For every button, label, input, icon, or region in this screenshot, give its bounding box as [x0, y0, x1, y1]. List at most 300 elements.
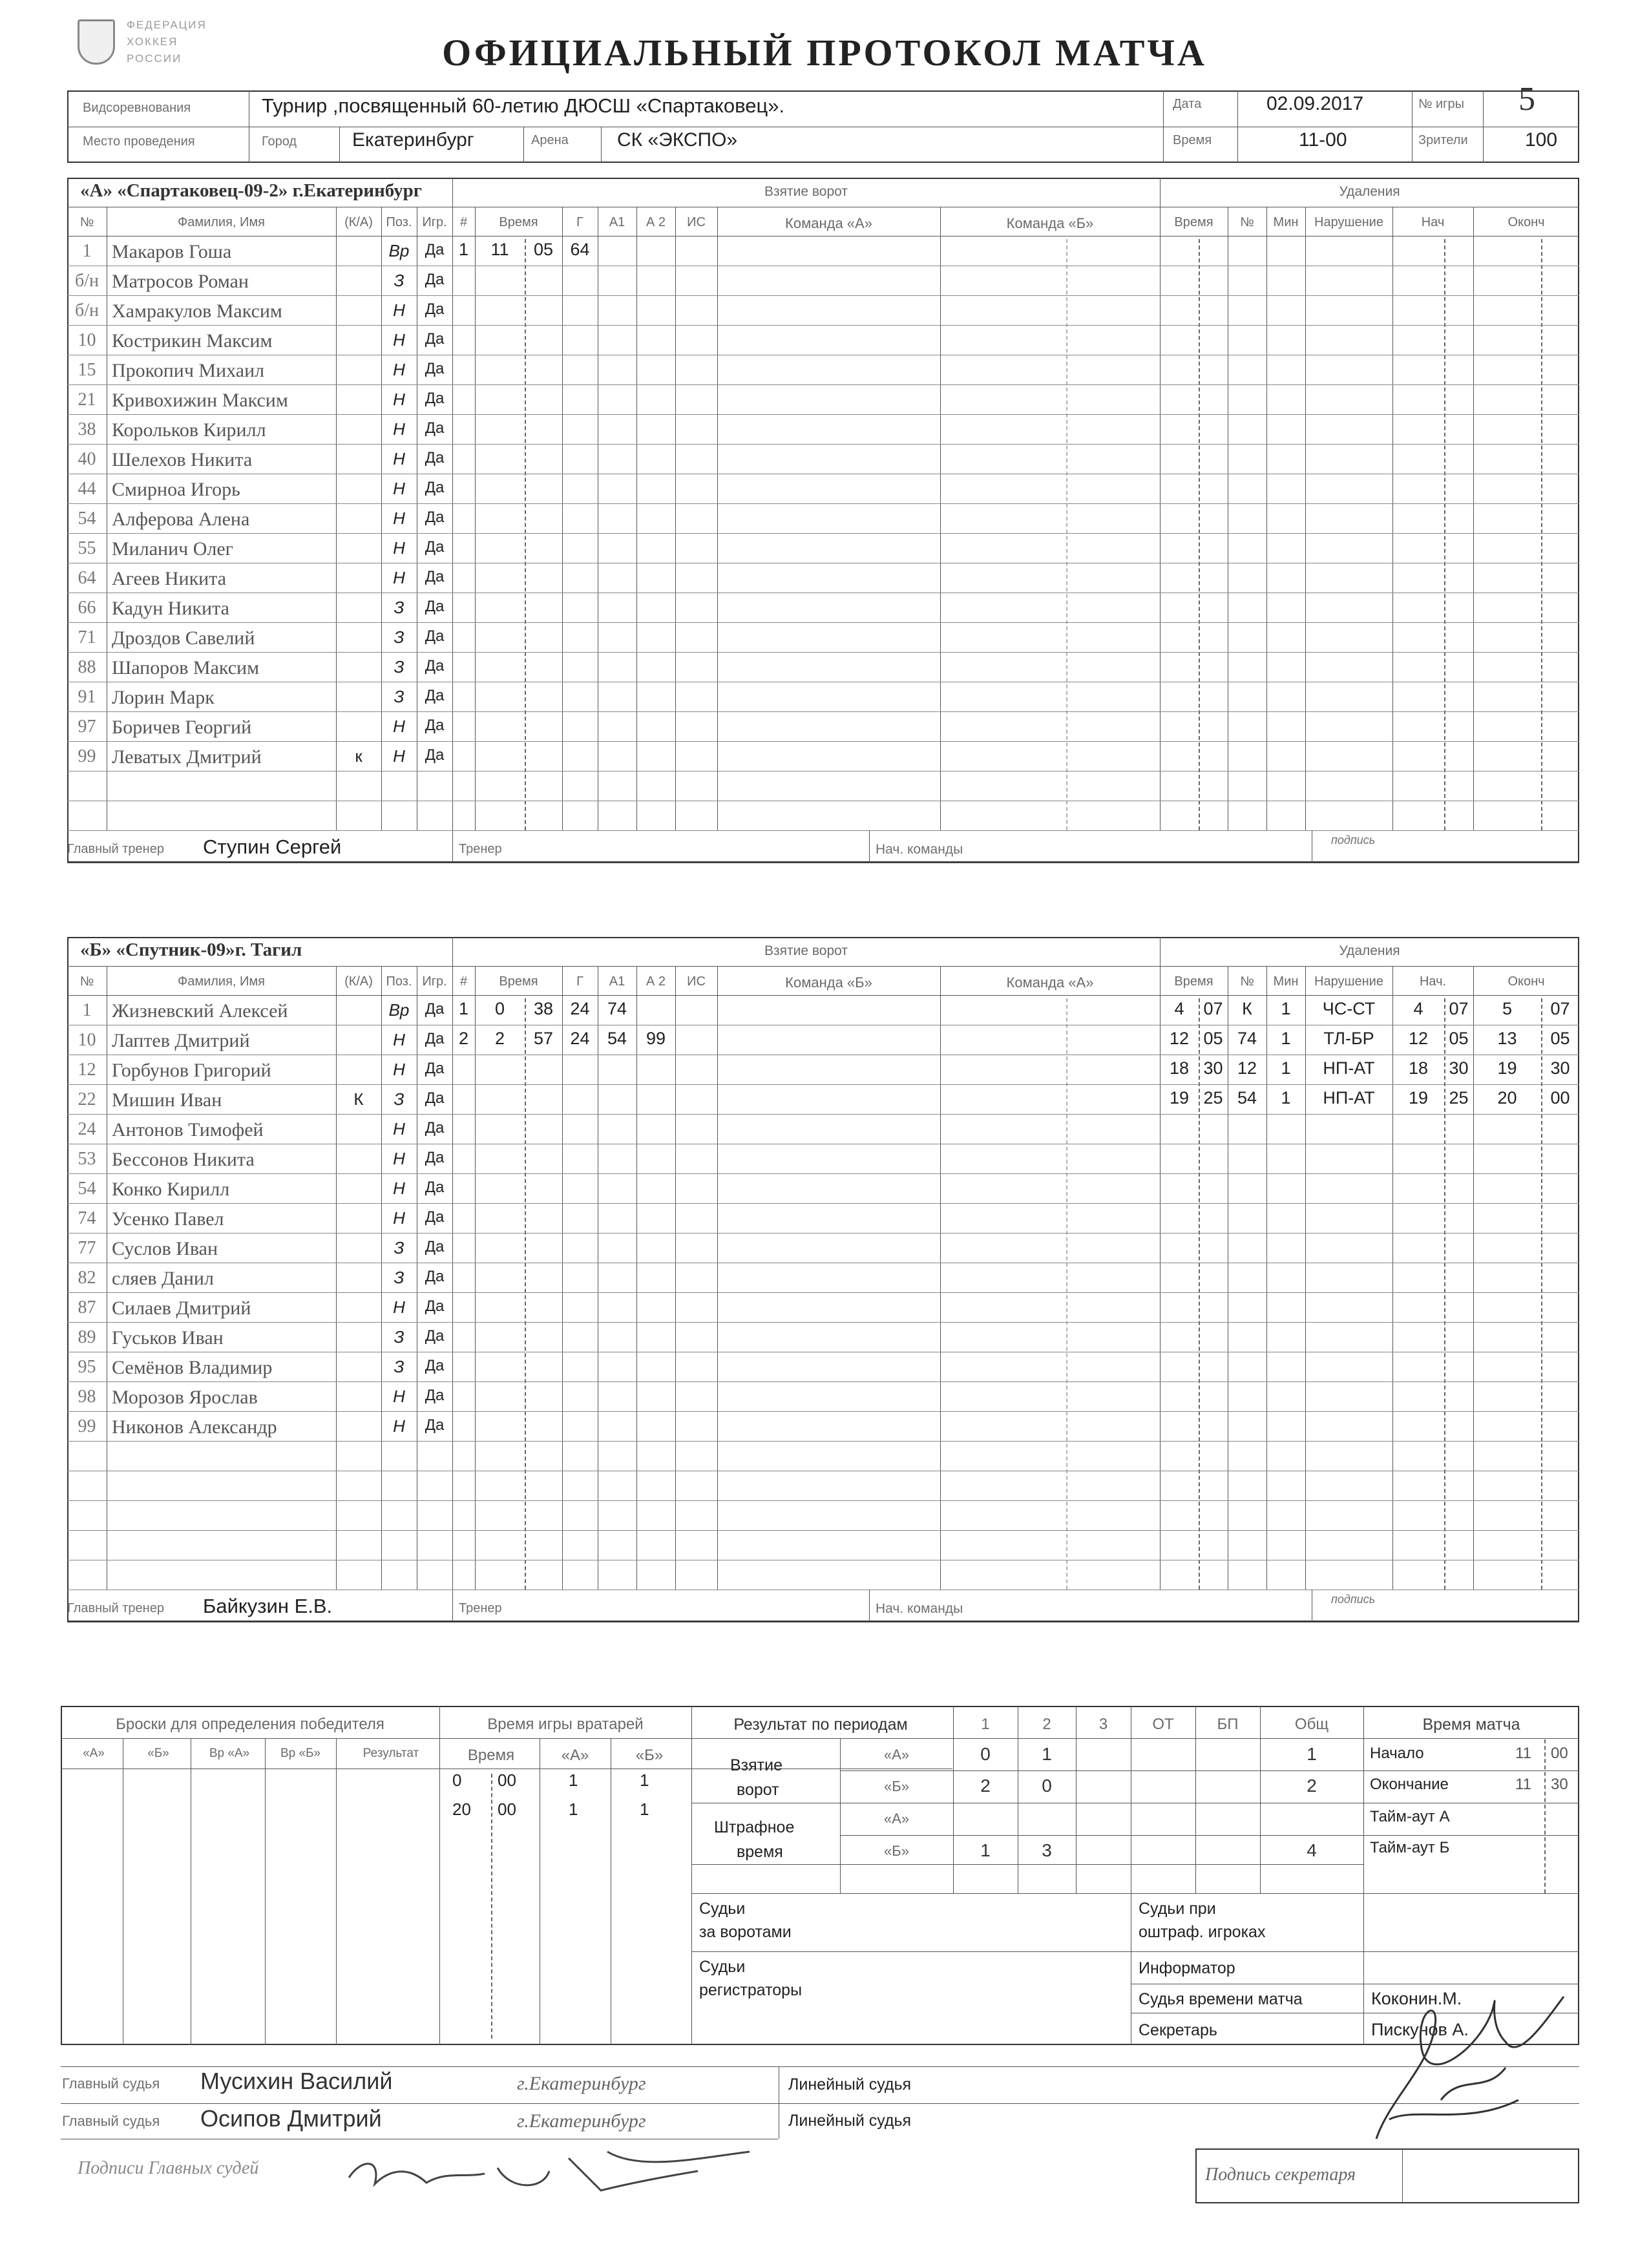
- teamB-col-header: Г: [576, 974, 583, 989]
- goal-judges-label-2: за воротами: [699, 1923, 792, 1941]
- period-value: 2: [980, 1776, 991, 1796]
- teamB-player-no: 54: [78, 1179, 96, 1199]
- teamB-player-play: Да: [425, 1000, 445, 1018]
- goal-judges-label-1: Судьи: [699, 1900, 746, 1918]
- teamA-player-name: Прокопич Михаил: [112, 360, 265, 381]
- teamB-coach-name: Байкузин Е.В.: [203, 1595, 333, 1617]
- teamB-penalty-cell: 12: [1169, 1029, 1190, 1048]
- teamA-goal-cell: 05: [533, 240, 554, 259]
- teamA-player-play: Да: [425, 687, 445, 704]
- match-time-title: Время матча: [1422, 1716, 1520, 1734]
- teamA-player-name: Дроздов Савелий: [112, 627, 255, 649]
- teamB-penalties-title: Удаления: [1339, 943, 1400, 958]
- teamA-player-name: Кадун Никита: [112, 598, 229, 619]
- teamA-player-name: Шелехов Никита: [112, 449, 253, 470]
- teamB-penalty-cell: ТЛ-БР: [1323, 1029, 1374, 1048]
- teamB-player-no: 87: [78, 1297, 96, 1318]
- teamA-col-header: Фамилия, Имя: [178, 215, 265, 229]
- teamB-col-header: Нарушение: [1314, 974, 1383, 989]
- teamA-player-pos: Н: [393, 746, 405, 766]
- teamA-coach-label: Главный тренер: [67, 842, 164, 856]
- teamA-player-play: Да: [425, 598, 445, 615]
- teamA-player-name: Шапоров Максим: [112, 657, 260, 678]
- penalty-team-b: «Б»: [884, 1843, 909, 1859]
- game-no-value: 5: [1518, 81, 1535, 118]
- teamB-col-header: Игр.: [422, 974, 447, 989]
- teamB-player-play: Да: [425, 1179, 445, 1196]
- teamA-player-name: Лорин Марк: [112, 687, 215, 708]
- teamA-player-name: Корольков Кирилл: [112, 419, 266, 441]
- teamB-player-pos: З: [394, 1268, 404, 1287]
- teamA-player-play: Да: [425, 746, 445, 764]
- teamB-player-no: 1: [82, 1000, 92, 1020]
- period-value: 1: [1042, 1744, 1052, 1764]
- teamA-player-name: Смирноа Игорь: [112, 479, 240, 500]
- teamB-player-name: Семёнов Владимир: [112, 1357, 273, 1378]
- gk-row1-b: 1: [640, 1770, 649, 1790]
- main-referee-label-1: Главный судья: [62, 2075, 160, 2092]
- gk-row2-sec: 00: [498, 1800, 516, 1819]
- teamA-player-play: Да: [425, 390, 445, 407]
- shots-col-result: Результат: [362, 1747, 419, 1760]
- teamB-player-name: Никонов Александр: [112, 1416, 277, 1438]
- teamA-player-no: б/н: [74, 300, 99, 320]
- teamB-player-name: Горбунов Григорий: [112, 1060, 271, 1081]
- teamA-goal-cell: 1: [458, 240, 469, 259]
- teamB-player-name: Гуськов Иван: [112, 1327, 224, 1349]
- timeout-a-label: Тайм-аут А: [1370, 1808, 1450, 1825]
- teamA-player-no: 88: [78, 657, 96, 677]
- teamA-goal-cell: 64: [570, 240, 590, 259]
- teamB-col-header: №: [1240, 974, 1254, 989]
- teamB-penalty-cell: 25: [1203, 1088, 1223, 1108]
- teamB-player-pos: Вр: [388, 1000, 410, 1020]
- teamB-sign-label: подпись: [1331, 1593, 1376, 1606]
- teamB-penalty-cell: 54: [1237, 1088, 1257, 1108]
- teamA-player-name: Агеев Никита: [112, 568, 227, 589]
- time-judge-label: Судья времени матча: [1139, 1990, 1303, 2008]
- teamB-player-name: Морозов Ярослав: [112, 1387, 258, 1408]
- teamA-trainer-label: Тренер: [459, 842, 502, 856]
- teamB-penalty-cell: НП-АТ: [1323, 1088, 1375, 1108]
- penalty-label-1: Штрафное: [714, 1818, 795, 1836]
- shots-col-b: «Б»: [147, 1747, 169, 1760]
- period-value: 3: [1042, 1840, 1052, 1860]
- teamA-player-play: Да: [425, 360, 445, 377]
- teamA-player-play: Да: [425, 241, 445, 258]
- informer-label: Информатор: [1139, 1959, 1235, 1977]
- reg-judges-label-1: Судьи: [699, 1958, 746, 1976]
- teamB-player-no: 53: [78, 1149, 96, 1169]
- teamA-player-pos: З: [394, 657, 404, 677]
- teamB-col-header: Оконч: [1507, 974, 1545, 989]
- teamA-col-header: Г: [576, 215, 583, 229]
- teamB-player-no: 82: [78, 1268, 96, 1288]
- teamB-goal-cell: 74: [607, 999, 627, 1018]
- teamA-player-pos: Н: [393, 360, 405, 379]
- teamA-player-play: Да: [425, 271, 445, 288]
- teamA-col-header: Команда «Б»: [1006, 215, 1094, 231]
- teamB-goal-cell: 38: [533, 999, 554, 1018]
- teamA-player-no: 91: [78, 687, 96, 707]
- teamB-goal-cell: 24: [570, 1029, 590, 1048]
- teamA-player-pos: Н: [393, 390, 405, 409]
- teamB-col-header: Поз.: [386, 974, 412, 989]
- teamB-col-header: (К/А): [344, 974, 373, 989]
- teamB-goal-cell: 57: [533, 1029, 554, 1048]
- venue-label: Место проведения: [83, 134, 195, 149]
- period-value: 4: [1307, 1840, 1317, 1860]
- teamB-penalty-cell: 07: [1203, 999, 1223, 1018]
- teamB-penalty-cell: 25: [1449, 1088, 1469, 1108]
- teamB-player-pos: Н: [393, 1387, 405, 1406]
- teamA-player-name: Макаров Гоша: [112, 241, 232, 262]
- teamB-goals-title: Взятие ворот: [764, 943, 848, 958]
- teamB-player-play: Да: [425, 1089, 445, 1107]
- secretary-name: Пискунов А.: [1371, 2020, 1469, 2039]
- gk-time-title: Время игры вратарей: [487, 1716, 644, 1733]
- teamB-penalty-cell: 07: [1550, 999, 1570, 1018]
- time-value: 11-00: [1299, 129, 1347, 151]
- teamA-player-pos: З: [394, 271, 404, 290]
- main-referees-signature-label: Подписи Главных судей: [78, 2158, 259, 2178]
- teamB-penalty-cell: 5: [1502, 999, 1513, 1018]
- teamA-player-pos: Н: [393, 330, 405, 350]
- teamB-penalty-cell: 05: [1203, 1029, 1223, 1048]
- main-referee-label-2: Главный судья: [62, 2113, 160, 2129]
- start-label: Начало: [1370, 1745, 1424, 1762]
- teamB-player-pos: Н: [393, 1208, 405, 1228]
- teamB-player-play: Да: [425, 1357, 445, 1374]
- teamA-player-pos: Н: [393, 538, 405, 558]
- main-referee-2: Осипов Дмитрий: [200, 2105, 382, 2132]
- teamB-goal-cell: 0: [494, 999, 505, 1018]
- teamB-player-play: Да: [425, 1060, 445, 1077]
- teamA-col-header: Мин: [1273, 215, 1299, 229]
- federation-name: ФЕДЕРАЦИЯ ХОККЕЯ РОССИИ: [127, 19, 207, 65]
- gk-row1-a: 1: [569, 1770, 578, 1790]
- teamB-player-name: Жизневский Алексей: [112, 1000, 288, 1022]
- teamB-col-header: #: [459, 974, 468, 989]
- teamA-player-no: 10: [78, 330, 96, 350]
- teamB-player-name: Усенко Павел: [112, 1208, 224, 1230]
- shots-col-a: «А»: [83, 1747, 105, 1760]
- teamA-coach-name: Ступин Сергей: [203, 835, 342, 858]
- teamA-player-pos: З: [394, 598, 404, 617]
- teamA-player-no: 97: [78, 717, 96, 737]
- gk-row1-sec: 00: [498, 1770, 516, 1790]
- teamA-player-no: 71: [78, 627, 96, 647]
- teamA-player-name: Кострикин Максим: [112, 330, 273, 352]
- teamB-col-header: Время: [1174, 974, 1213, 989]
- teamB-player-play: Да: [425, 1238, 445, 1255]
- teamA-player-pos: З: [394, 627, 404, 647]
- teamA-player-play: Да: [425, 479, 445, 496]
- teamA-player-pos: Н: [393, 568, 405, 587]
- main-referee-1-city: г.Екатеринбург: [517, 2073, 646, 2094]
- teamB-penalty-cell: 20: [1497, 1088, 1517, 1108]
- gk-col-time: Время: [467, 1747, 515, 1764]
- teamB-col-header: Команда «Б»: [785, 974, 872, 991]
- teamA-player-play: Да: [425, 330, 445, 348]
- gk-col-b: «Б»: [635, 1747, 664, 1764]
- teamA-col-header: Команда «А»: [785, 215, 872, 231]
- city-value: Екатеринбург: [352, 129, 474, 151]
- teamB-player-name: Конко Кирилл: [112, 1179, 230, 1200]
- teamB-player-name: сляев Данил: [112, 1268, 214, 1289]
- teamB-player-pos: Н: [393, 1149, 405, 1168]
- teamB-penalty-cell: НП-АТ: [1323, 1058, 1375, 1078]
- teamB-player-name: Силаев Дмитрий: [112, 1297, 251, 1319]
- period-col-3: 3: [1098, 1716, 1108, 1733]
- teamB-col-header: Мин: [1273, 974, 1299, 989]
- teamA-player-play: Да: [425, 627, 445, 645]
- gk-row1-min: 0: [452, 1770, 462, 1790]
- teamB-player-no: 99: [78, 1416, 96, 1436]
- teamB-player-no: 10: [78, 1030, 96, 1050]
- secretary-signature-image: [1350, 1971, 1609, 2165]
- teamB-col-header: №: [79, 974, 94, 989]
- teamB-col-header: Команда «А»: [1006, 974, 1094, 991]
- teamB-penalty-cell: 30: [1203, 1058, 1223, 1078]
- teamB-col-header: ИС: [687, 974, 706, 989]
- period-col-2: 2: [1042, 1716, 1051, 1733]
- gk-row2-b: 1: [640, 1800, 649, 1819]
- teamB-penalty-cell: ЧС-СТ: [1322, 999, 1376, 1018]
- teamB-player-pos: З: [394, 1357, 404, 1376]
- teamB-penalty-cell: 18: [1408, 1058, 1429, 1078]
- time-judge-name: Коконин.М.: [1371, 1989, 1462, 2008]
- penalty-judges-label-1: Судьи при: [1139, 1900, 1216, 1918]
- date-value: 02.09.2017: [1266, 93, 1364, 114]
- teamB-player-no: 74: [78, 1208, 96, 1228]
- teamA-player-name: Кривохижин Максим: [112, 390, 288, 411]
- teamB-player-pos: Н: [393, 1179, 405, 1198]
- teamA-player-pos: Н: [393, 509, 405, 528]
- teamB-player-name: Антонов Тимофей: [112, 1119, 264, 1140]
- time-label: Время: [1173, 133, 1212, 147]
- teamB-player-play: Да: [425, 1030, 445, 1047]
- teamA-col-header: Поз.: [386, 215, 412, 229]
- page-title: ОФИЦИАЛЬНЫЙ ПРОТОКОЛ МАТЧА: [442, 32, 1207, 74]
- competition-label: Видсоревнования: [83, 101, 191, 115]
- secretary-signature-label: Подпись секретаря: [1205, 2165, 1356, 2185]
- end-minute: 30: [1551, 1776, 1568, 1793]
- teamA-col-header: Время: [1174, 215, 1213, 229]
- teamA-player-play: Да: [425, 717, 445, 734]
- teamB-player-play: Да: [425, 1297, 445, 1315]
- teamA-player-pos: Н: [393, 300, 405, 320]
- teamB-penalty-cell: 30: [1449, 1058, 1469, 1078]
- teamB-coach-label: Главный тренер: [67, 1601, 164, 1615]
- teamB-player-no: 77: [78, 1238, 96, 1258]
- teamA-player-no: 38: [78, 419, 96, 439]
- teamB-col-header: Нач.: [1419, 974, 1447, 989]
- teamB-player-pos: З: [394, 1238, 404, 1257]
- teamB-chief-label: Нач. команды: [876, 1601, 963, 1616]
- teamA-player-pos: Н: [393, 479, 405, 498]
- teamB-penalty-cell: К: [1242, 999, 1252, 1018]
- goals-label-1: Взятие: [730, 1756, 782, 1774]
- teamB-player-play: Да: [425, 1387, 445, 1404]
- teamA-player-no: 1: [82, 241, 92, 261]
- penalty-label-2: время: [737, 1843, 783, 1861]
- teamA-player-name: Миланич Олег: [112, 538, 233, 560]
- teamB-penalty-cell: 12: [1408, 1029, 1429, 1048]
- teamB-penalty-cell: 1: [1281, 1058, 1291, 1078]
- competition-value: Турнир ,посвященный 60-летию ДЮСШ «Спартаковец».: [262, 94, 785, 117]
- teamB-player-no: 95: [78, 1357, 96, 1377]
- teamB-player-no: 98: [78, 1387, 96, 1407]
- teamB-trainer-label: Тренер: [459, 1601, 502, 1615]
- timeout-b-label: Тайм-аут Б: [1370, 1839, 1450, 1856]
- teamA-col-header: ИС: [687, 215, 706, 229]
- teamB-player-name: Суслов Иван: [112, 1238, 218, 1259]
- teamA-player-play: Да: [425, 657, 445, 675]
- teamA-col-header: Нач: [1421, 215, 1445, 229]
- teamA-col-header: А1: [609, 215, 625, 229]
- teamA-player-no: б/н: [74, 271, 99, 291]
- teamA-player-no: 64: [78, 568, 96, 588]
- game-no-label: № игры: [1418, 97, 1464, 111]
- teamB-player-name: Бессонов Никита: [112, 1149, 255, 1170]
- teamB-player-play: Да: [425, 1416, 445, 1434]
- penalty-judges-label-2: оштраф. игроках: [1139, 1923, 1266, 1941]
- periods-title: Результат по периодам: [733, 1716, 908, 1734]
- teamB-penalty-cell: 19: [1497, 1058, 1517, 1078]
- teamB-player-pos: Н: [393, 1416, 405, 1436]
- start-minute: 00: [1551, 1745, 1568, 1762]
- shots-col-gk-a: Вр «А»: [209, 1747, 250, 1760]
- linesman-label-2: Линейный судья: [788, 2112, 912, 2130]
- goals-team-a: «А»: [883, 1747, 910, 1763]
- teamB-penalty-cell: 05: [1449, 1029, 1469, 1048]
- teamB-col-header: А 2: [646, 974, 666, 989]
- teamA-player-play: Да: [425, 568, 445, 585]
- teamB-player-play: Да: [425, 1268, 445, 1285]
- spectators-value: 100: [1525, 129, 1558, 151]
- teamA-title: «А» «Спартаковец-09-2» г.Екатеринбург: [80, 180, 422, 201]
- teamA-player-name: Хамракулов Максим: [112, 300, 282, 322]
- period-col-ot: ОТ: [1152, 1716, 1174, 1733]
- teamB-player-no: 24: [78, 1119, 96, 1139]
- teamA-player-pos: Н: [393, 419, 405, 439]
- teamA-player-no: 40: [78, 449, 96, 469]
- teamA-col-header: №: [1240, 215, 1254, 229]
- teamA-player-no: 66: [78, 598, 96, 618]
- teamA-player-pos: Н: [393, 449, 405, 468]
- spectators-label: Зрители: [1418, 133, 1468, 147]
- teamB-player-ka: К: [353, 1089, 364, 1109]
- teamB-player-name: Лаптев Дмитрий: [112, 1030, 250, 1051]
- teamA-player-name: Леватых Дмитрий: [112, 746, 262, 768]
- start-hour: 11: [1515, 1745, 1531, 1762]
- goals-label-2: ворот: [737, 1781, 779, 1799]
- teamB-goal-cell: 54: [607, 1029, 627, 1048]
- teamB-penalty-cell: 1: [1281, 999, 1291, 1018]
- teamA-player-play: Да: [425, 538, 445, 556]
- teamB-penalty-cell: 4: [1174, 999, 1184, 1018]
- period-value: 1: [1307, 1744, 1317, 1764]
- teamB-col-header: Фамилия, Имя: [178, 974, 265, 989]
- teamB-player-play: Да: [425, 1208, 445, 1226]
- period-col-total: Общ: [1294, 1716, 1329, 1733]
- teamB-goal-cell: 99: [646, 1029, 666, 1048]
- teamA-player-play: Да: [425, 449, 445, 467]
- period-value: 1: [980, 1840, 991, 1860]
- teamB-penalty-cell: 30: [1550, 1058, 1570, 1078]
- gk-row2-a: 1: [569, 1800, 578, 1819]
- teamA-col-header: А 2: [646, 215, 666, 229]
- teamB-player-no: 89: [78, 1327, 96, 1347]
- teamB-penalty-cell: 74: [1237, 1029, 1257, 1048]
- teamB-goal-cell: 1: [458, 999, 469, 1018]
- teamA-col-header: Игр.: [422, 215, 447, 229]
- teamA-player-play: Да: [425, 300, 445, 318]
- referees-signature-image: [336, 2132, 788, 2210]
- teamA-col-header: Нарушение: [1314, 215, 1383, 229]
- teamA-col-header: №: [79, 215, 94, 229]
- teamB-player-play: Да: [425, 1149, 445, 1166]
- teamA-penalties-title: Удаления: [1339, 184, 1400, 199]
- teamA-goals-title: Взятие ворот: [764, 184, 848, 199]
- teamA-col-header: Время: [499, 215, 538, 229]
- teamB-penalty-cell: 1: [1281, 1088, 1291, 1108]
- teamA-player-ka: к: [355, 746, 362, 766]
- teamB-player-pos: Н: [393, 1119, 405, 1139]
- teamB-player-pos: Н: [393, 1060, 405, 1079]
- linesman-label-1: Линейный судья: [788, 2075, 912, 2094]
- teamB-player-play: Да: [425, 1327, 445, 1345]
- teamB-player-pos: З: [394, 1089, 404, 1109]
- teamB-penalty-cell: 00: [1550, 1088, 1570, 1108]
- teamA-player-name: Матросов Роман: [112, 271, 249, 292]
- main-referee-1: Мусихин Василий: [200, 2068, 393, 2094]
- teamA-player-no: 21: [78, 390, 96, 410]
- end-label: Окончание: [1370, 1776, 1449, 1793]
- date-label: Дата: [1173, 97, 1202, 111]
- teamA-chief-label: Нач. команды: [876, 842, 963, 857]
- teamA-player-play: Да: [425, 509, 445, 526]
- period-value: 2: [1307, 1776, 1317, 1796]
- teamA-player-no: 55: [78, 538, 96, 558]
- teamA-frame: [67, 178, 1579, 863]
- teamB-player-no: 22: [78, 1089, 96, 1109]
- teamB-player-play: Да: [425, 1119, 445, 1137]
- arena-value: СК «ЭКСПО»: [617, 129, 738, 151]
- teamB-penalty-cell: 1: [1281, 1029, 1291, 1048]
- teamB-penalty-cell: 13: [1497, 1029, 1517, 1048]
- shots-col-gk-b: Вр «Б»: [280, 1747, 321, 1760]
- teamA-col-header: Оконч: [1507, 215, 1545, 229]
- gk-row2-min: 20: [452, 1800, 471, 1819]
- teamB-goal-cell: 2: [458, 1029, 469, 1048]
- teamB-penalty-cell: 18: [1169, 1058, 1190, 1078]
- teamA-player-no: 15: [78, 360, 96, 380]
- teamB-penalty-cell: 19: [1408, 1088, 1429, 1108]
- teamA-player-no: 44: [78, 479, 96, 499]
- teamB-penalty-cell: 07: [1449, 999, 1469, 1018]
- arena-label: Арена: [531, 133, 569, 147]
- teamB-penalty-cell: 12: [1237, 1058, 1257, 1078]
- teamB-player-name: Мишин Иван: [112, 1089, 222, 1111]
- main-referee-2-city: г.Екатеринбург: [517, 2110, 646, 2132]
- reg-judges-label-2: регистраторы: [699, 1981, 803, 1999]
- teamA-player-pos: Вр: [388, 241, 410, 260]
- end-hour: 11: [1515, 1776, 1531, 1793]
- teamB-penalty-cell: 05: [1550, 1029, 1570, 1048]
- penalty-team-a: «А»: [883, 1811, 910, 1827]
